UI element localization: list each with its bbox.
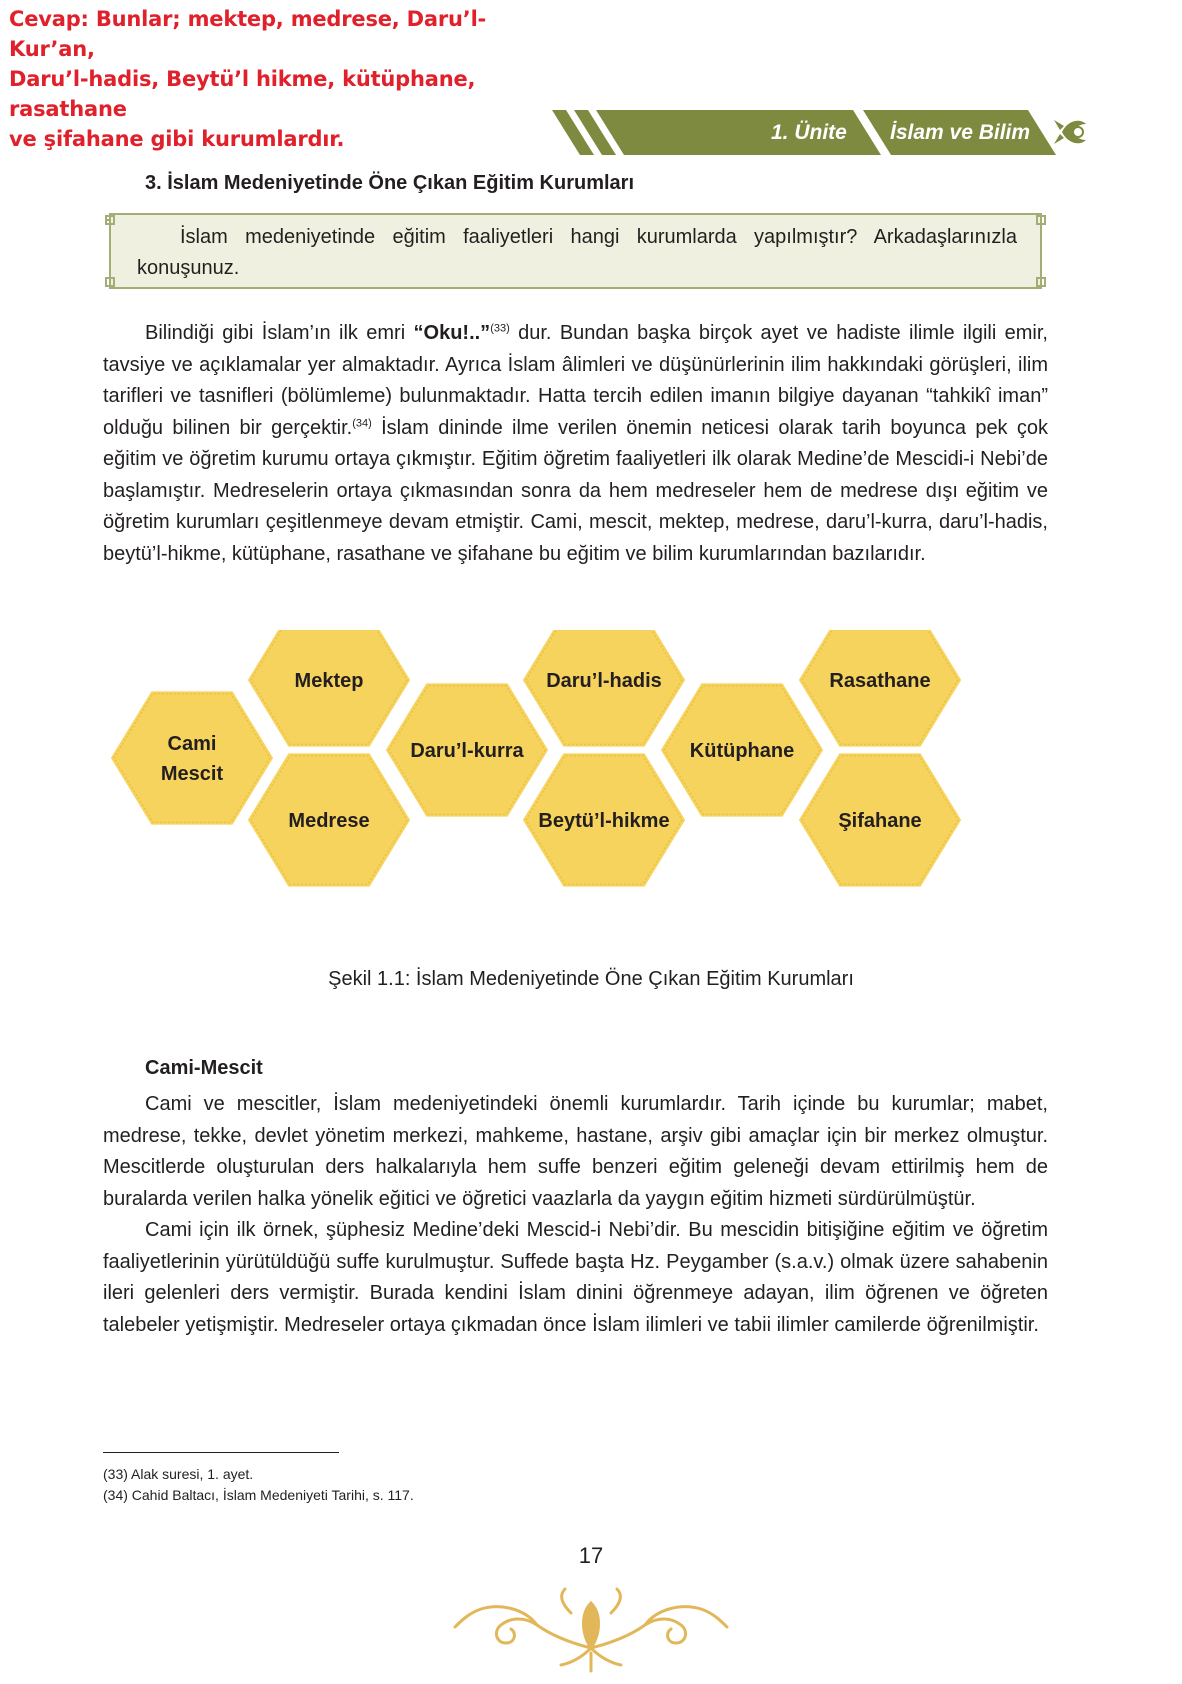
intro-text-end: İslam dininde ilme verilen önemin neticesi olarak tarih boyunca pek çok eğitim ve öğretim kurumu ortaya çıkmıştır. Eğitim öğretim faaliyetleri ilk olarak Medine’de Mescidi-i Nebi’de başlamıştır. Medreselerin ortaya çıkmasından sonra da hem medreseler hem de medrese dışı eğitim ve öğretim kurumları çeşitlenmeye devam etmiştir. Cami, mescit, mektep, medrese, daru’l-kurra, daru’l-hadis, beytü’l-hikme, kütüphane, rasathane ve şifahane bu eğitim ve bilim kurumlarından bazılarıdır. xyxy=(103,416,1049,565)
hexagon-label: Şifahane xyxy=(838,810,922,832)
intro-text-middle: dur. Bundan başka birçok ayet ve hadiste ilimle ilgili emir, tavsiye ve açıklamalar yer almaktadır. Ayrıca İslam âlimleri ve düşünürlerinin ilim hakkındaki görüşleri, ilim tarifleri ve tasnifleri (bölümleme) bulunmaktadır. Hatta tercih edilen imanın bilgiye dayanan “tahkikî iman” olduğu bilinen bir gerçektir. xyxy=(103,322,1048,439)
hexagon-label: Medrese xyxy=(288,810,370,832)
hexagon-label: Cami xyxy=(167,733,217,755)
oku-quote: “Oku!..” xyxy=(413,322,491,344)
intro-text-start: Bilindiği gibi İslam’ın ilk emri xyxy=(145,322,414,344)
hexagon-6 xyxy=(520,751,688,889)
figure-caption: Şekil 1.1: İslam Medeniyetinde Öne Çıkan Eğitim Kurumları xyxy=(328,968,854,990)
hexagon-label: Beytü’l-hikme xyxy=(538,810,670,832)
hexagon-4 xyxy=(383,681,551,819)
answer-line-3: ve şifahane gibi kurumlardır. xyxy=(9,127,345,151)
hexagon-label: Daru’l-kurra xyxy=(410,740,524,762)
hexagon-7 xyxy=(658,681,826,819)
hexagon-5 xyxy=(520,630,688,749)
answer-line-2: Daru’l-hadis, Beytü’l hikme, kütüphane, rasathane xyxy=(9,67,476,121)
answer-line-1: Cevap: Bunlar; mektep, medrese, Daru’l-Kur’an, xyxy=(9,7,487,61)
cami-paragraph-2: Cami için ilk örnek, şüphesiz Medine’deki Mescid-i Nebi’dir. Bu mescidin bitişiğine eğitim ve öğretim faaliyetlerinin yürütüldüğü suffe kurulmuştur. Suffede başta Hz. Peygamber (s.a.v.) olmak üzere sahabenin ileri gelenleri ders vermiştir. Burada kendini İslam dinini öğrenmeye adayan, ilim öğrenen ve öğreten talebeler yetişmiştir. Medreseler ortaya çıkmadan önce İslam ilimleri ve tabii ilimler camilerde öğrenilmiştir. xyxy=(103,1219,1048,1336)
intro-paragraph xyxy=(103,318,1048,570)
hexagon-label: Mektep xyxy=(294,670,364,692)
footnote-34: (34) Cahid Baltacı, İslam Medeniyeti Tarihi, s. 117. xyxy=(103,1487,414,1503)
hexagon-9 xyxy=(796,751,964,889)
unit-number: 1. Ünite xyxy=(771,121,847,144)
footnote-ref-34: (34) xyxy=(352,416,372,429)
footnote-ref-33: (33) xyxy=(490,322,510,335)
floral-ornament-icon xyxy=(441,1573,741,1673)
footnote-divider xyxy=(103,1452,339,1453)
page-number: 17 xyxy=(578,1543,604,1568)
hexagon-label: Rasathane xyxy=(829,670,931,692)
subsection-heading: Cami-Mescit xyxy=(145,1057,263,1079)
hexagon-label: Daru’l-hadis xyxy=(546,670,662,692)
hexagon-2 xyxy=(245,630,413,749)
hexagon-label: Mescit xyxy=(160,763,224,785)
banner-ornament-icon xyxy=(1054,120,1086,144)
cami-paragraph-1: Cami ve mescitler, İslam medeniyetindeki önemli kurumlardır. Tarih içinde bu kurumlar; mabet, medrese, tekke, devlet yönetim merkezi, mahkeme, hastane, arşiv gibi amaçlar için bir merkez olmuştur. Mescitlerde oluşturulan ders halkalarıyla hem suffe benzeri eğitim geleneği devam ettirilmiş hem de buralarda verilen halka yönelik eğitici ve öğretici vaazlarla da yaygın eğitim hizmeti sürdürülmüştür. xyxy=(103,1093,1048,1210)
footnote-33: (33) Alak suresi, 1. ayet. xyxy=(103,1466,254,1482)
unit-title: İslam ve Bilim xyxy=(890,121,1031,144)
hexagon-figure xyxy=(110,630,1010,950)
question-text: İslam medeniyetinde eğitim faaliyetleri hangi kurumlarda yapılmıştır? Arkadaşlarınızla konuşunuz. xyxy=(137,226,1017,279)
hexagon-8 xyxy=(796,630,964,749)
hexagon-label: Kütüphane xyxy=(689,740,795,762)
section-title: 3. İslam Medeniyetinde Öne Çıkan Eğitim Kurumları xyxy=(145,172,635,194)
